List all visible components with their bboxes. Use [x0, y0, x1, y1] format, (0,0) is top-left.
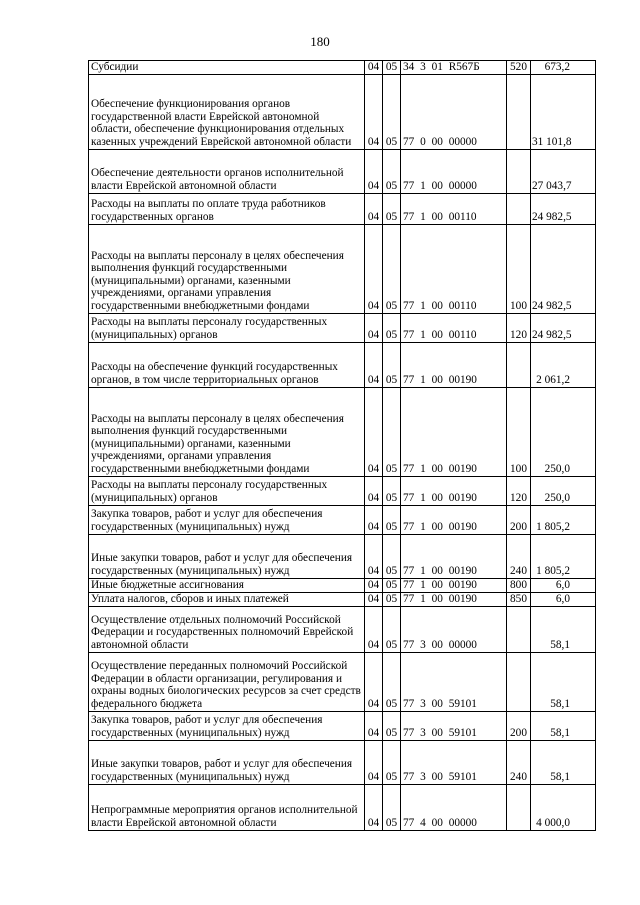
section-code: 04: [365, 592, 383, 606]
subsection-code: 05: [383, 149, 401, 193]
amount: 24 982,5: [531, 313, 596, 342]
amount: 6,0: [531, 578, 596, 592]
expense-name: Закупка товаров, работ и услуг для обеспечения государственных (муниципальных) нужд: [89, 711, 365, 740]
subsection-code: 05: [383, 224, 401, 313]
target-article-code: 77 4 00 00000: [401, 784, 507, 830]
expense-type-code: [507, 784, 531, 830]
expense-name: Обеспечение функционирования органов государственной власти Еврейской автономной области, обеспечение функционирования отдельных казенных учреждений Еврейской автономной области: [89, 74, 365, 149]
section-code: 04: [365, 149, 383, 193]
section-code: 04: [365, 534, 383, 578]
expense-type-code: [507, 652, 531, 711]
target-article-code: 77 1 00 00190: [401, 592, 507, 606]
expense-type-code: 100: [507, 387, 531, 476]
expense-name: Закупка товаров, работ и услуг для обеспечения государственных (муниципальных) нужд: [89, 505, 365, 534]
table-row: [89, 652, 596, 711]
subsection-code: 05: [383, 476, 401, 505]
subsection-code: 05: [383, 578, 401, 592]
expense-name: Расходы на выплаты по оплате труда работников государственных органов: [89, 193, 365, 224]
subsection-code: 05: [383, 74, 401, 149]
expense-name: Осуществление переданных полномочий Российской Федерации в области организации, регулирования и охраны водных биологических ресурсов за счет средств федерального бюджета: [89, 652, 365, 711]
amount: 1 805,2: [531, 534, 596, 578]
section-code: 04: [365, 578, 383, 592]
expense-type-code: [507, 149, 531, 193]
target-article-code: 77 1 00 00190: [401, 476, 507, 505]
section-code: 04: [365, 61, 383, 75]
subsection-code: 05: [383, 740, 401, 784]
target-article-code: 77 1 00 00190: [401, 578, 507, 592]
section-code: 04: [365, 711, 383, 740]
table-row: [89, 193, 596, 224]
target-article-code: 77 3 00 59101: [401, 652, 507, 711]
target-article-code: 77 1 00 00190: [401, 505, 507, 534]
expense-name: Уплата налогов, сборов и иных платежей: [89, 592, 365, 606]
expense-name: Расходы на обеспечение функций государственных органов, в том числе территориальных органов: [89, 342, 365, 387]
table-row: [89, 74, 596, 149]
subsection-code: 05: [383, 534, 401, 578]
expense-name: Расходы на выплаты персоналу в целях обеспечения выполнения функций государственными (муниципальными) органами, казенными учреждениями, органами управления государственными внебюджетными фондами: [89, 224, 365, 313]
expense-type-code: 100: [507, 224, 531, 313]
table-row: [89, 224, 596, 313]
expense-name: Расходы на выплаты персоналу государственных (муниципальных) органов: [89, 476, 365, 505]
expense-type-code: [507, 342, 531, 387]
expense-type-code: 200: [507, 505, 531, 534]
expense-type-code: 240: [507, 534, 531, 578]
subsection-code: 05: [383, 61, 401, 75]
expense-type-code: 120: [507, 313, 531, 342]
subsection-code: 05: [383, 606, 401, 652]
table-row: [89, 61, 596, 75]
target-article-code: 77 1 00 00110: [401, 313, 507, 342]
target-article-code: 77 1 00 00190: [401, 387, 507, 476]
amount: 2 061,2: [531, 342, 596, 387]
expense-type-code: 240: [507, 740, 531, 784]
target-article-code: 77 3 00 59101: [401, 740, 507, 784]
section-code: 04: [365, 193, 383, 224]
amount: 1 805,2: [531, 505, 596, 534]
target-article-code: 77 3 00 59101: [401, 711, 507, 740]
page-number: 180: [310, 34, 330, 49]
table-row: [89, 313, 596, 342]
target-article-code: 77 1 00 00110: [401, 193, 507, 224]
table-row: [89, 387, 596, 476]
table-row: [89, 505, 596, 534]
target-article-code: 77 1 00 00190: [401, 534, 507, 578]
expense-type-code: [507, 606, 531, 652]
subsection-code: 05: [383, 592, 401, 606]
section-code: 04: [365, 740, 383, 784]
section-code: 04: [365, 652, 383, 711]
expense-name: Расходы на выплаты персоналу государственных (муниципальных) органов: [89, 313, 365, 342]
amount: 58,1: [531, 740, 596, 784]
expense-name: Иные закупки товаров, работ и услуг для обеспечения государственных (муниципальных) нужд: [89, 740, 365, 784]
expense-name: Иные бюджетные ассигнования: [89, 578, 365, 592]
expense-type-code: 520: [507, 61, 531, 75]
expense-name: Субсидии: [89, 61, 365, 75]
subsection-code: 05: [383, 505, 401, 534]
table-row: [89, 784, 596, 830]
expense-type-code: 800: [507, 578, 531, 592]
section-code: 04: [365, 313, 383, 342]
expense-type-code: 120: [507, 476, 531, 505]
section-code: 04: [365, 74, 383, 149]
table-row: [89, 711, 596, 740]
section-code: 04: [365, 505, 383, 534]
amount: 250,0: [531, 387, 596, 476]
table-row: [89, 149, 596, 193]
expense-name: Расходы на выплаты персоналу в целях обеспечения выполнения функций государственными (муниципальными) органами, казенными учреждениями, органами управления государственными внебюджетными фондами: [89, 387, 365, 476]
table-row: [89, 592, 596, 606]
table-row: [89, 534, 596, 578]
table-row: [89, 740, 596, 784]
subsection-code: 05: [383, 784, 401, 830]
table-row: [89, 342, 596, 387]
subsection-code: 05: [383, 652, 401, 711]
target-article-code: 77 3 00 00000: [401, 606, 507, 652]
table-row: [89, 476, 596, 505]
subsection-code: 05: [383, 193, 401, 224]
subsection-code: 05: [383, 711, 401, 740]
amount: 58,1: [531, 711, 596, 740]
expense-type-code: 200: [507, 711, 531, 740]
table-row: [89, 578, 596, 592]
expense-type-code: [507, 74, 531, 149]
target-article-code: 34 3 01 R567Б: [401, 61, 507, 75]
section-code: 04: [365, 224, 383, 313]
target-article-code: 77 1 00 00190: [401, 342, 507, 387]
table-row: [89, 606, 596, 652]
section-code: 04: [365, 606, 383, 652]
subsection-code: 05: [383, 342, 401, 387]
amount: 58,1: [531, 606, 596, 652]
section-code: 04: [365, 342, 383, 387]
expense-name: Непрограммные мероприятия органов исполнительной власти Еврейской автономной области: [89, 784, 365, 830]
expense-type-code: 850: [507, 592, 531, 606]
budget-table: [88, 60, 596, 831]
subsection-code: 05: [383, 313, 401, 342]
amount: 27 043,7: [531, 149, 596, 193]
amount: 24 982,5: [531, 224, 596, 313]
amount: 58,1: [531, 652, 596, 711]
target-article-code: 77 0 00 00000: [401, 74, 507, 149]
amount: 250,0: [531, 476, 596, 505]
expense-name: Осуществление отдельных полномочий Российской Федерации и государственных полномочий Еврейской автономной области: [89, 606, 365, 652]
amount: 6,0: [531, 592, 596, 606]
target-article-code: 77 1 00 00110: [401, 224, 507, 313]
section-code: 04: [365, 784, 383, 830]
amount: 31 101,8: [531, 74, 596, 149]
amount: 24 982,5: [531, 193, 596, 224]
expense-name: Иные закупки товаров, работ и услуг для обеспечения государственных (муниципальных) нужд: [89, 534, 365, 578]
budget-table-body: [89, 61, 596, 831]
subsection-code: 05: [383, 387, 401, 476]
amount: 673,2: [531, 61, 596, 75]
section-code: 04: [365, 476, 383, 505]
amount: 4 000,0: [531, 784, 596, 830]
expense-name: Обеспечение деятельности органов исполнительной власти Еврейской автономной области: [89, 149, 365, 193]
target-article-code: 77 1 00 00000: [401, 149, 507, 193]
section-code: 04: [365, 387, 383, 476]
expense-type-code: [507, 193, 531, 224]
